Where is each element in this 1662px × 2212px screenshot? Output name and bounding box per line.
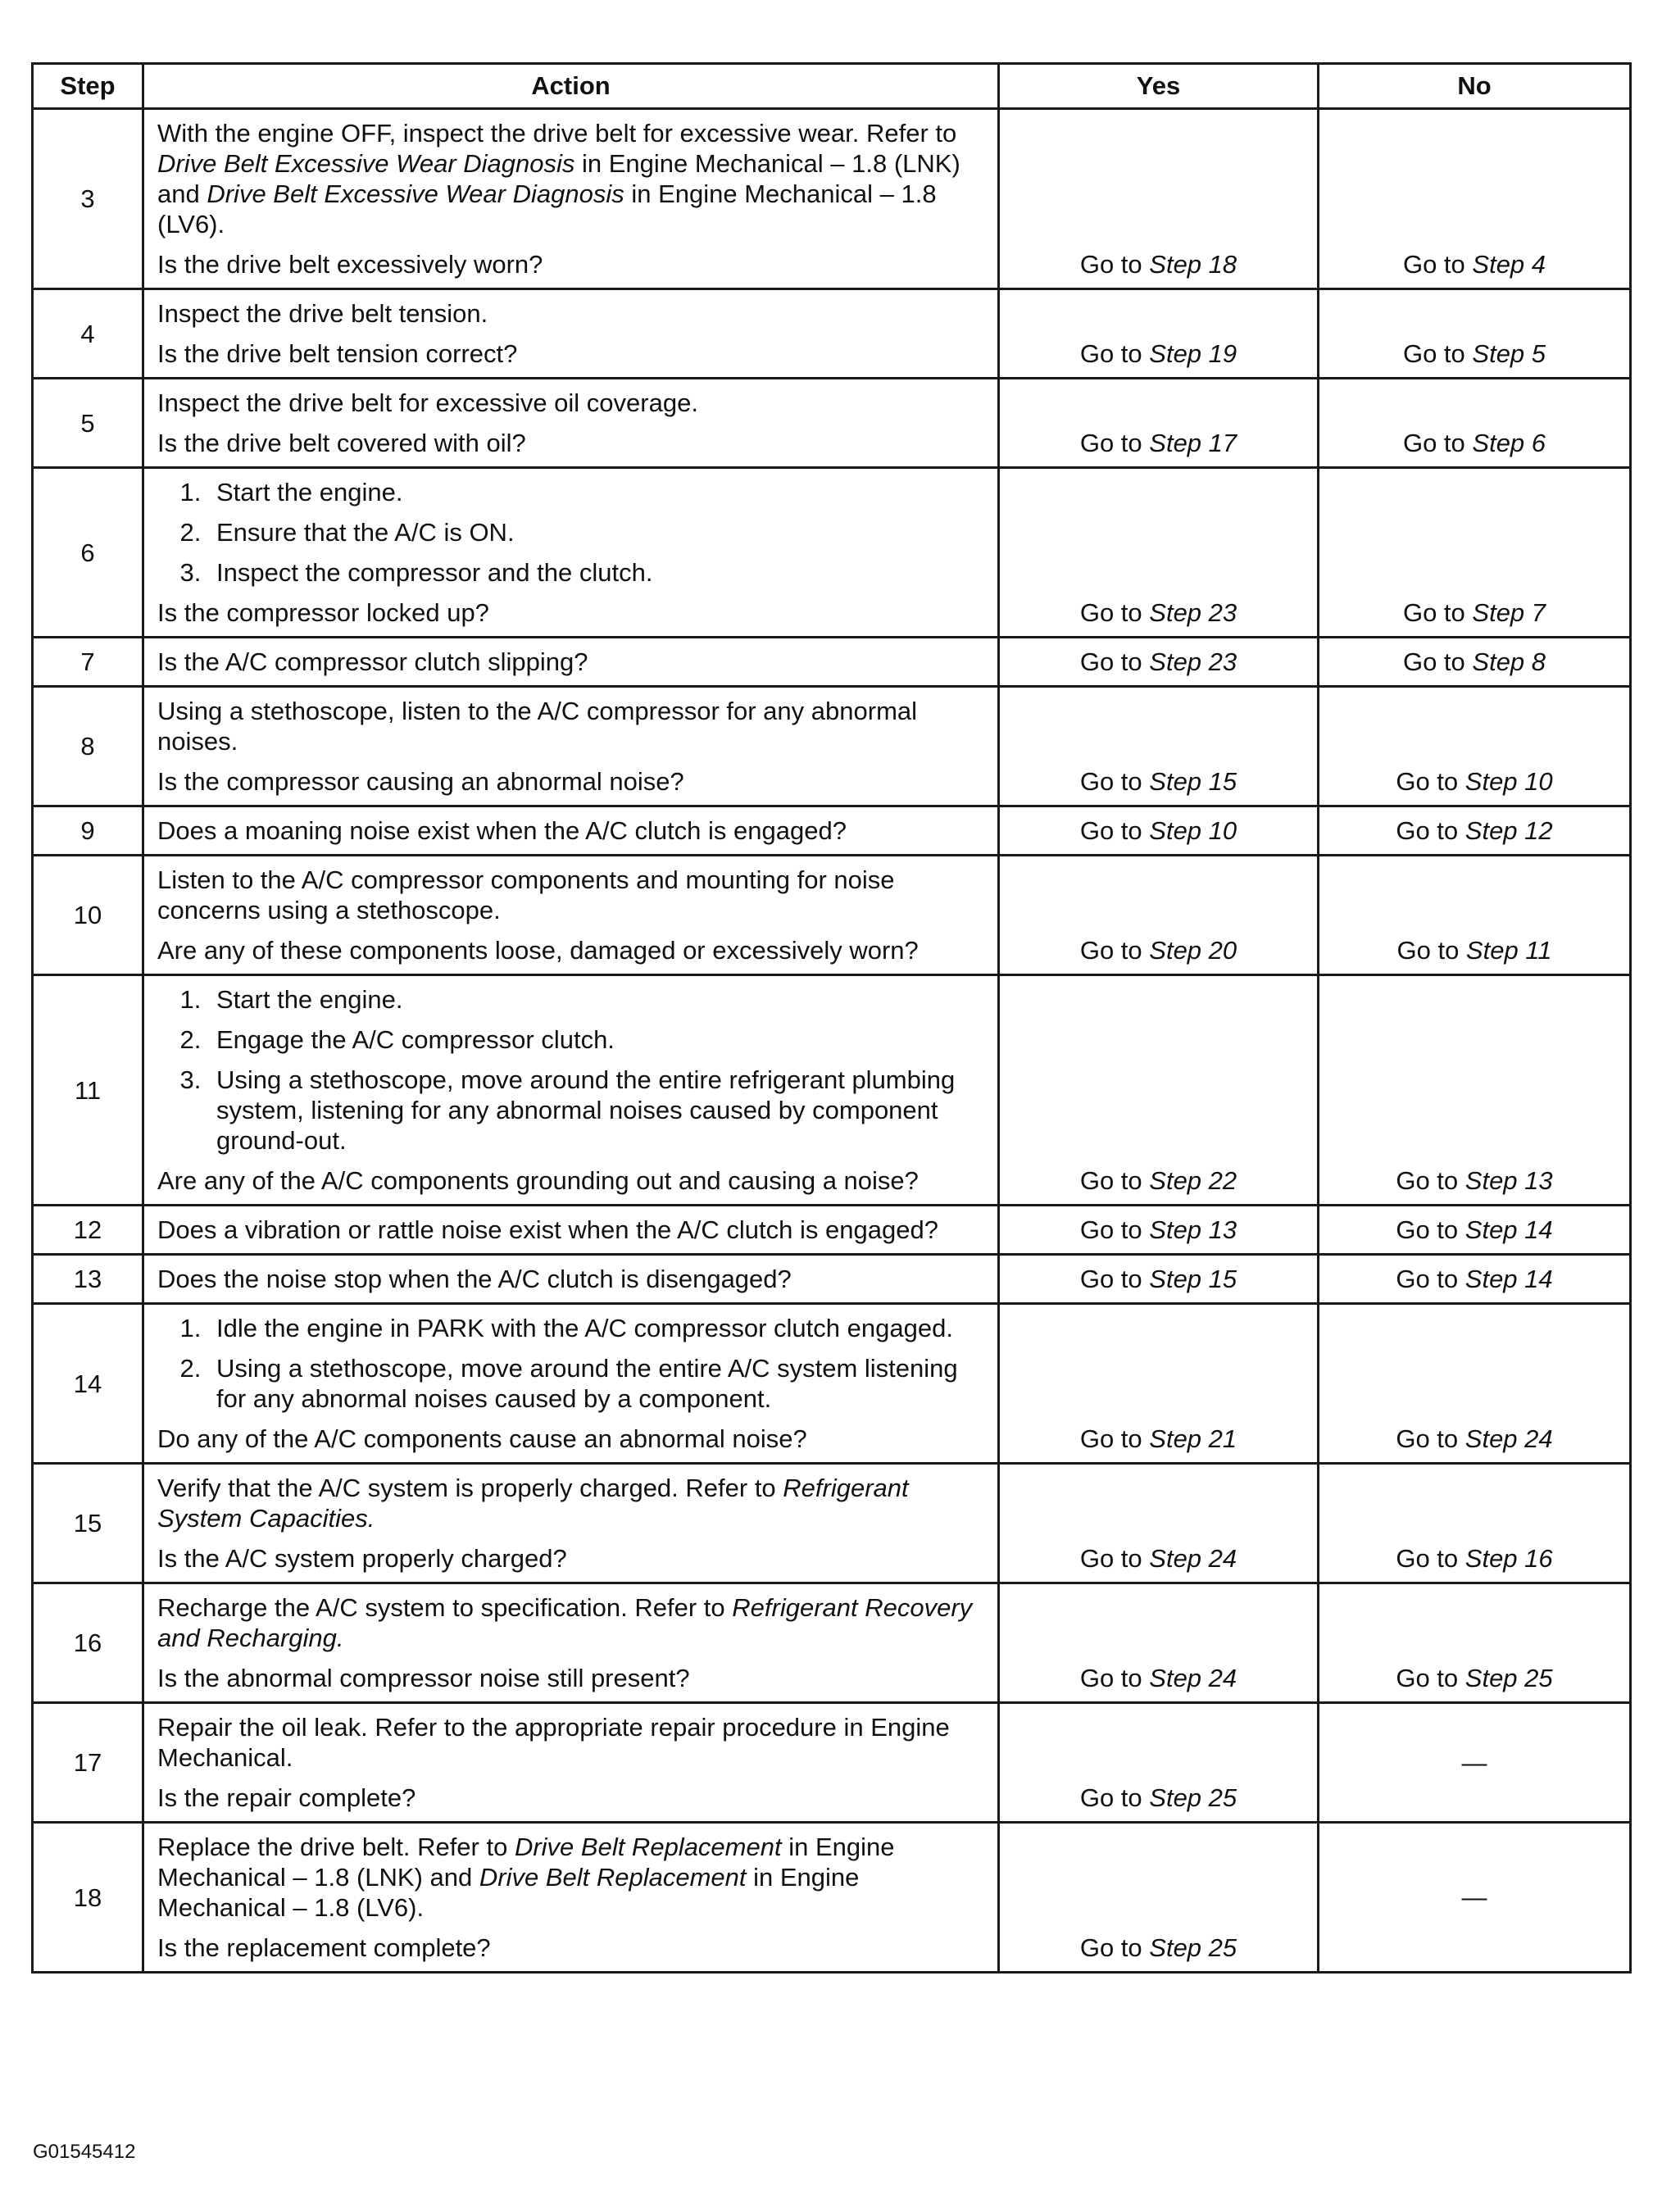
doc-reference: Drive Belt Excessive Wear Diagnosis xyxy=(207,179,624,208)
goto-link-yes[interactable] xyxy=(1000,1264,1317,1294)
step-reference[interactable]: Step 25 xyxy=(1464,1664,1553,1692)
table-row xyxy=(33,638,1631,687)
step-reference[interactable]: Step 14 xyxy=(1464,1215,1553,1244)
action-text: Inspect the drive belt tension. xyxy=(157,299,488,328)
step-reference[interactable]: Step 6 xyxy=(1472,429,1546,457)
action-cell xyxy=(143,806,999,856)
step-number: 11 xyxy=(33,975,143,1206)
action-cell xyxy=(143,1304,999,1464)
header-action: Action xyxy=(143,64,999,109)
goto-prefix: Go to xyxy=(1079,1215,1150,1244)
procedure-list xyxy=(157,984,986,1156)
question-text: Is the drive belt tension correct? xyxy=(157,339,518,368)
step-number: 7 xyxy=(33,638,143,687)
goto-prefix: Go to xyxy=(1079,1265,1150,1293)
step-number: 18 xyxy=(33,1823,143,1973)
step-number: 8 xyxy=(33,687,143,806)
goto-prefix: Go to xyxy=(1396,1265,1465,1293)
question-text: Are any of these components loose, damaged or excessively worn? xyxy=(157,936,919,965)
goto-link-yes[interactable] xyxy=(1000,428,1317,458)
table-body xyxy=(33,109,1631,1973)
question-text: Does a moaning noise exist when the A/C clutch is engaged? xyxy=(157,816,847,845)
question-text: Does the noise stop when the A/C clutch is disengaged? xyxy=(157,1265,792,1293)
step-reference[interactable]: Step 24 xyxy=(1149,1544,1237,1573)
action-cell xyxy=(143,638,999,687)
step-reference[interactable]: Step 10 xyxy=(1464,767,1553,796)
goto-link-no[interactable] xyxy=(1319,338,1629,369)
step-reference[interactable]: Step 19 xyxy=(1149,339,1237,368)
action-paragraph xyxy=(157,1712,986,1773)
action-paragraph xyxy=(157,298,986,329)
step-number: 5 xyxy=(33,379,143,468)
goto-prefix: Go to xyxy=(1079,1544,1150,1573)
action-text: Listen to the A/C compressor components and mounting for noise concerns using a stethoscope. xyxy=(157,865,895,924)
action-cell xyxy=(143,1206,999,1255)
yes-cell xyxy=(999,1255,1319,1304)
step-number: 3 xyxy=(33,109,143,289)
goto-prefix: Go to xyxy=(1396,1544,1465,1573)
yes-cell xyxy=(999,1206,1319,1255)
action-paragraph xyxy=(157,1473,986,1533)
step-reference[interactable]: Step 16 xyxy=(1464,1544,1553,1573)
procedure-list xyxy=(157,477,986,588)
action-paragraph xyxy=(157,1592,986,1653)
question-text: Is the A/C compressor clutch slipping? xyxy=(157,647,588,676)
yes-cell xyxy=(999,638,1319,687)
goto-prefix: Go to xyxy=(1079,1664,1150,1692)
goto-link-yes[interactable] xyxy=(1000,338,1317,369)
step-number: 12 xyxy=(33,1206,143,1255)
action-paragraph xyxy=(157,1832,986,1923)
goto-link-yes[interactable] xyxy=(1000,1165,1317,1196)
step-reference[interactable]: Step 22 xyxy=(1149,1166,1237,1195)
goto-link-no[interactable] xyxy=(1319,1424,1629,1454)
action-text: Verify that the A/C system is properly charged. Refer to xyxy=(157,1474,783,1502)
goto-link-no[interactable] xyxy=(1319,815,1629,846)
step-number: 9 xyxy=(33,806,143,856)
step-reference[interactable]: Step 13 xyxy=(1149,1215,1237,1244)
action-cell xyxy=(143,1255,999,1304)
action-text: Recharge the A/C system to specification. Refer to xyxy=(157,1593,733,1622)
procedure-item: 2. Using a stethoscope, move around the entire A/C system listening for any abnormal noises caused by a component. xyxy=(208,1353,986,1414)
goto-link-yes[interactable] xyxy=(1000,815,1317,846)
action-paragraph xyxy=(157,696,986,756)
step-reference[interactable]: Step 18 xyxy=(1149,250,1237,279)
table-row xyxy=(33,289,1631,379)
step-reference[interactable]: Step 10 xyxy=(1149,816,1237,845)
action-paragraph xyxy=(157,865,986,925)
goto-link-no[interactable] xyxy=(1319,1543,1629,1574)
goto-prefix: Go to xyxy=(1079,429,1150,457)
yes-cell xyxy=(999,289,1319,379)
no-cell xyxy=(1319,1206,1631,1255)
no-cell xyxy=(1319,289,1631,379)
table-row xyxy=(33,1583,1631,1703)
goto-link-no[interactable] xyxy=(1319,1165,1629,1196)
table-row xyxy=(33,468,1631,638)
goto-prefix: Go to xyxy=(1079,1166,1150,1195)
table-row xyxy=(33,1703,1631,1823)
yes-cell xyxy=(999,687,1319,806)
goto-link-no[interactable] xyxy=(1319,1215,1629,1245)
goto-prefix: Go to xyxy=(1402,598,1473,627)
action-text: With the engine OFF, inspect the drive belt for excessive wear. Refer to xyxy=(157,119,957,148)
goto-prefix: Go to xyxy=(1079,816,1150,845)
step-reference[interactable]: Step 12 xyxy=(1464,816,1553,845)
action-text: Repair the oil leak. Refer to the appropriate repair procedure in Engine Mechanical. xyxy=(157,1713,950,1772)
goto-prefix: Go to xyxy=(1402,339,1473,368)
empty-dash: — xyxy=(1461,1883,1487,1912)
goto-link-no[interactable] xyxy=(1319,766,1629,797)
action-text: Using a stethoscope, listen to the A/C compressor for any abnormal noises. xyxy=(157,697,918,756)
goto-link-no[interactable] xyxy=(1319,1663,1629,1693)
step-number: 14 xyxy=(33,1304,143,1464)
goto-prefix: Go to xyxy=(1396,1424,1465,1453)
procedure-item: 3. Using a stethoscope, move around the entire refrigerant plumbing system, listening for any abnormal noises caused by component ground-out. xyxy=(208,1065,986,1156)
header-no: No xyxy=(1319,64,1631,109)
goto-link-yes[interactable] xyxy=(1000,249,1317,279)
table-row xyxy=(33,379,1631,468)
step-reference[interactable]: Step 11 xyxy=(1465,936,1552,965)
step-reference[interactable]: Step 4 xyxy=(1472,250,1546,279)
yes-cell xyxy=(999,1823,1319,1973)
goto-prefix: Go to xyxy=(1079,1424,1150,1453)
action-text: Replace the drive belt. Refer to xyxy=(157,1833,515,1861)
step-reference[interactable]: Step 15 xyxy=(1149,1265,1237,1293)
goto-prefix: Go to xyxy=(1396,1215,1465,1244)
table-row xyxy=(33,806,1631,856)
doc-reference: Drive Belt Excessive Wear Diagnosis xyxy=(157,149,575,178)
step-number: 16 xyxy=(33,1583,143,1703)
yes-cell xyxy=(999,1304,1319,1464)
step-reference[interactable]: Step 13 xyxy=(1464,1166,1553,1195)
doc-reference: Drive Belt Replacement xyxy=(479,1863,747,1892)
step-reference[interactable]: Step 5 xyxy=(1472,339,1546,368)
goto-link-yes[interactable] xyxy=(1000,597,1317,628)
action-cell xyxy=(143,289,999,379)
action-cell xyxy=(143,109,999,289)
action-cell xyxy=(143,1703,999,1823)
procedure-item: 1. Idle the engine in PARK with the A/C compressor clutch engaged. xyxy=(208,1313,986,1343)
diagnostic-table xyxy=(31,62,1632,1974)
action-cell xyxy=(143,1823,999,1973)
header-step: Step xyxy=(33,64,143,109)
no-cell xyxy=(1319,687,1631,806)
yes-cell xyxy=(999,109,1319,289)
step-number: 4 xyxy=(33,289,143,379)
step-reference[interactable]: Step 20 xyxy=(1149,936,1237,965)
no-cell xyxy=(1319,468,1631,638)
step-reference[interactable]: Step 14 xyxy=(1464,1265,1553,1293)
step-number: 17 xyxy=(33,1703,143,1823)
no-cell xyxy=(1319,1703,1631,1823)
action-text: in Engine Mechanical – 1.8 (LNK) and xyxy=(157,149,960,208)
question-text: Is the repair complete? xyxy=(157,1783,416,1812)
no-cell xyxy=(1319,975,1631,1206)
goto-link-yes[interactable] xyxy=(1000,1543,1317,1574)
question-text: Is the A/C system properly charged? xyxy=(157,1544,567,1573)
action-text: in Engine Mechanical – 1.8 (LV6). xyxy=(157,1863,860,1922)
goto-prefix: Go to xyxy=(1079,767,1150,796)
no-cell xyxy=(1319,1304,1631,1464)
question-text: Is the drive belt covered with oil? xyxy=(157,429,526,457)
yes-cell xyxy=(999,468,1319,638)
question-text: Is the abnormal compressor noise still present? xyxy=(157,1664,690,1692)
step-number: 13 xyxy=(33,1255,143,1304)
procedure-item: 1. Start the engine. xyxy=(208,984,986,1015)
goto-prefix: Go to xyxy=(1396,1166,1465,1195)
question-text: Is the compressor causing an abnormal noise? xyxy=(157,767,684,796)
goto-prefix: Go to xyxy=(1396,1664,1465,1692)
action-paragraph xyxy=(157,118,986,239)
step-number: 6 xyxy=(33,468,143,638)
action-cell xyxy=(143,1583,999,1703)
goto-link-no[interactable] xyxy=(1319,935,1629,965)
action-paragraph xyxy=(157,388,986,418)
no-cell xyxy=(1319,109,1631,289)
yes-cell xyxy=(999,1583,1319,1703)
goto-link-no[interactable] xyxy=(1319,597,1629,628)
goto-link-yes[interactable] xyxy=(1000,1663,1317,1693)
no-cell xyxy=(1319,856,1631,975)
table-row xyxy=(33,975,1631,1206)
table-row xyxy=(33,687,1631,806)
question-text: Does a vibration or rattle noise exist when the A/C clutch is engaged? xyxy=(157,1215,938,1244)
step-number: 15 xyxy=(33,1464,143,1583)
goto-prefix: Go to xyxy=(1402,250,1473,279)
no-cell xyxy=(1319,1823,1631,1973)
goto-link-yes[interactable] xyxy=(1000,935,1317,965)
goto-link-no[interactable] xyxy=(1319,428,1629,458)
no-cell xyxy=(1319,1464,1631,1583)
action-cell xyxy=(143,1464,999,1583)
no-cell xyxy=(1319,806,1631,856)
step-reference[interactable]: Step 24 xyxy=(1149,1664,1237,1692)
goto-prefix: Go to xyxy=(1079,250,1150,279)
table-row xyxy=(33,1255,1631,1304)
header-row xyxy=(33,64,1631,109)
yes-cell xyxy=(999,1703,1319,1823)
table-row xyxy=(33,1823,1631,1973)
step-reference[interactable]: Step 8 xyxy=(1472,647,1546,676)
goto-prefix: Go to xyxy=(1402,647,1473,676)
step-reference[interactable]: Step 23 xyxy=(1149,598,1237,627)
question-text: Is the drive belt excessively worn? xyxy=(157,250,543,279)
goto-prefix: Go to xyxy=(1079,598,1150,627)
step-number: 10 xyxy=(33,856,143,975)
step-reference[interactable]: Step 24 xyxy=(1464,1424,1553,1453)
goto-link-yes[interactable] xyxy=(1000,1933,1317,1963)
goto-prefix: Go to xyxy=(1079,936,1150,965)
goto-link-yes[interactable] xyxy=(1000,647,1317,677)
yes-cell xyxy=(999,379,1319,468)
procedure-item: 3. Inspect the compressor and the clutch. xyxy=(208,557,986,588)
goto-link-yes[interactable] xyxy=(1000,1783,1317,1813)
goto-prefix: Go to xyxy=(1079,339,1150,368)
yes-cell xyxy=(999,856,1319,975)
yes-cell xyxy=(999,1464,1319,1583)
table-row xyxy=(33,1304,1631,1464)
step-reference[interactable]: Step 17 xyxy=(1149,429,1237,457)
question-text: Are any of the A/C components grounding out and causing a noise? xyxy=(157,1166,919,1195)
no-cell xyxy=(1319,1255,1631,1304)
figure-id: G01545412 xyxy=(33,2141,136,2163)
goto-link-no[interactable] xyxy=(1319,1264,1629,1294)
action-cell xyxy=(143,687,999,806)
goto-link-yes[interactable] xyxy=(1000,1215,1317,1245)
no-cell xyxy=(1319,638,1631,687)
action-text: Inspect the drive belt for excessive oil coverage. xyxy=(157,388,698,417)
doc-reference: Refrigerant System Capacities. xyxy=(157,1474,909,1533)
step-reference[interactable]: Step 25 xyxy=(1149,1933,1237,1962)
action-cell xyxy=(143,975,999,1206)
goto-link-yes[interactable] xyxy=(1000,766,1317,797)
empty-dash: — xyxy=(1461,1748,1487,1777)
goto-link-no[interactable] xyxy=(1319,249,1629,279)
yes-cell xyxy=(999,806,1319,856)
header-yes: Yes xyxy=(999,64,1319,109)
action-text: in Engine Mechanical – 1.8 (LNK) and xyxy=(157,1833,895,1892)
table-row xyxy=(33,1464,1631,1583)
procedure-item: 2. Ensure that the A/C is ON. xyxy=(208,517,986,547)
procedure-item: 2. Engage the A/C compressor clutch. xyxy=(208,1024,986,1055)
no-cell xyxy=(1319,1583,1631,1703)
yes-cell xyxy=(999,975,1319,1206)
goto-prefix: Go to xyxy=(1396,767,1465,796)
goto-link-yes[interactable] xyxy=(1000,1424,1317,1454)
goto-prefix: Go to xyxy=(1079,1783,1150,1812)
doc-reference: Refrigerant Recovery and Recharging. xyxy=(157,1593,973,1652)
step-reference[interactable]: Step 25 xyxy=(1149,1783,1237,1812)
table-row xyxy=(33,1206,1631,1255)
table-row xyxy=(33,109,1631,289)
goto-prefix: Go to xyxy=(1079,647,1150,676)
action-text: in Engine Mechanical – 1.8 (LV6). xyxy=(157,179,937,238)
step-reference[interactable]: Step 15 xyxy=(1149,767,1237,796)
goto-prefix: Go to xyxy=(1396,936,1466,965)
goto-link-no[interactable] xyxy=(1319,647,1629,677)
procedure-item: 1. Start the engine. xyxy=(208,477,986,507)
question-text: Do any of the A/C components cause an abnormal noise? xyxy=(157,1424,807,1453)
question-text: Is the replacement complete? xyxy=(157,1933,491,1962)
step-reference[interactable]: Step 23 xyxy=(1149,647,1237,676)
goto-prefix: Go to xyxy=(1402,429,1473,457)
step-reference[interactable]: Step 7 xyxy=(1472,598,1546,627)
goto-prefix: Go to xyxy=(1396,816,1465,845)
action-cell xyxy=(143,379,999,468)
action-cell xyxy=(143,468,999,638)
action-cell xyxy=(143,856,999,975)
no-cell xyxy=(1319,379,1631,468)
procedure-list xyxy=(157,1313,986,1414)
question-text: Is the compressor locked up? xyxy=(157,598,489,627)
step-reference[interactable]: Step 21 xyxy=(1149,1424,1237,1453)
doc-reference: Drive Belt Replacement xyxy=(514,1833,782,1861)
table-row xyxy=(33,856,1631,975)
goto-prefix: Go to xyxy=(1079,1933,1150,1962)
